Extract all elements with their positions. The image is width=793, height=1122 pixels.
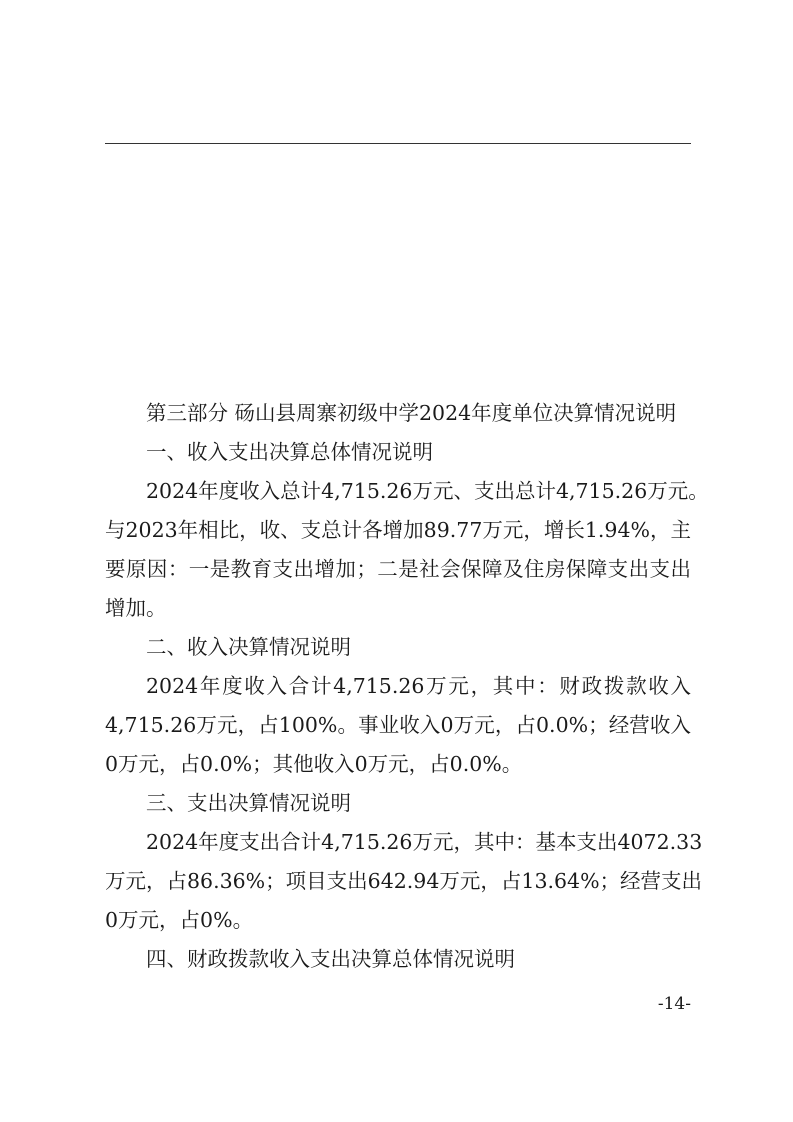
paragraph-line: 2024年度收入总计4,715.26万元、支出总计4,715.26万元。 xyxy=(146,479,709,503)
heading-income: 二、收入决算情况说明 xyxy=(146,635,351,659)
paragraph-line: 2024年度收入合计4,715.26万元，其中：财政拨款收入 xyxy=(146,674,691,698)
paragraph-line: 4,715.26万元，占100%。事业收入0万元，占0.0%；经营收入 xyxy=(105,713,691,737)
paragraph-line: 与2023年相比，收、支总计各增加89.77万元，增长1.94%，主 xyxy=(105,518,691,542)
document-body xyxy=(105,394,709,979)
heading-expense: 三、支出决算情况说明 xyxy=(146,791,351,815)
paragraph-line: 万元，占86.36%；项目支出642.94万元，占13.64%；经营支出 xyxy=(105,869,703,893)
paragraph-line: 要原因：一是教育支出增加；二是社会保障及住房保障支出支出 xyxy=(105,557,691,581)
page-number: -14- xyxy=(657,994,691,1014)
heading-income-expense-overview: 一、收入支出决算总体情况说明 xyxy=(146,440,433,464)
paragraph-line: 0万元，占0.0%；其他收入0万元，占0.0%。 xyxy=(105,752,523,776)
paragraph-line: 2024年度支出合计4,715.26万元，其中：基本支出4072.33 xyxy=(146,830,703,854)
paragraph-line: 0万元，占0%。 xyxy=(105,908,254,932)
header-rule xyxy=(105,143,691,144)
section-title: 第三部分 砀山县周寨初级中学2024年度单位决算情况说明 xyxy=(146,401,677,425)
paragraph-line: 增加。 xyxy=(105,596,167,620)
heading-fiscal-appropriation: 四、财政拨款收入支出决算总体情况说明 xyxy=(146,947,515,971)
